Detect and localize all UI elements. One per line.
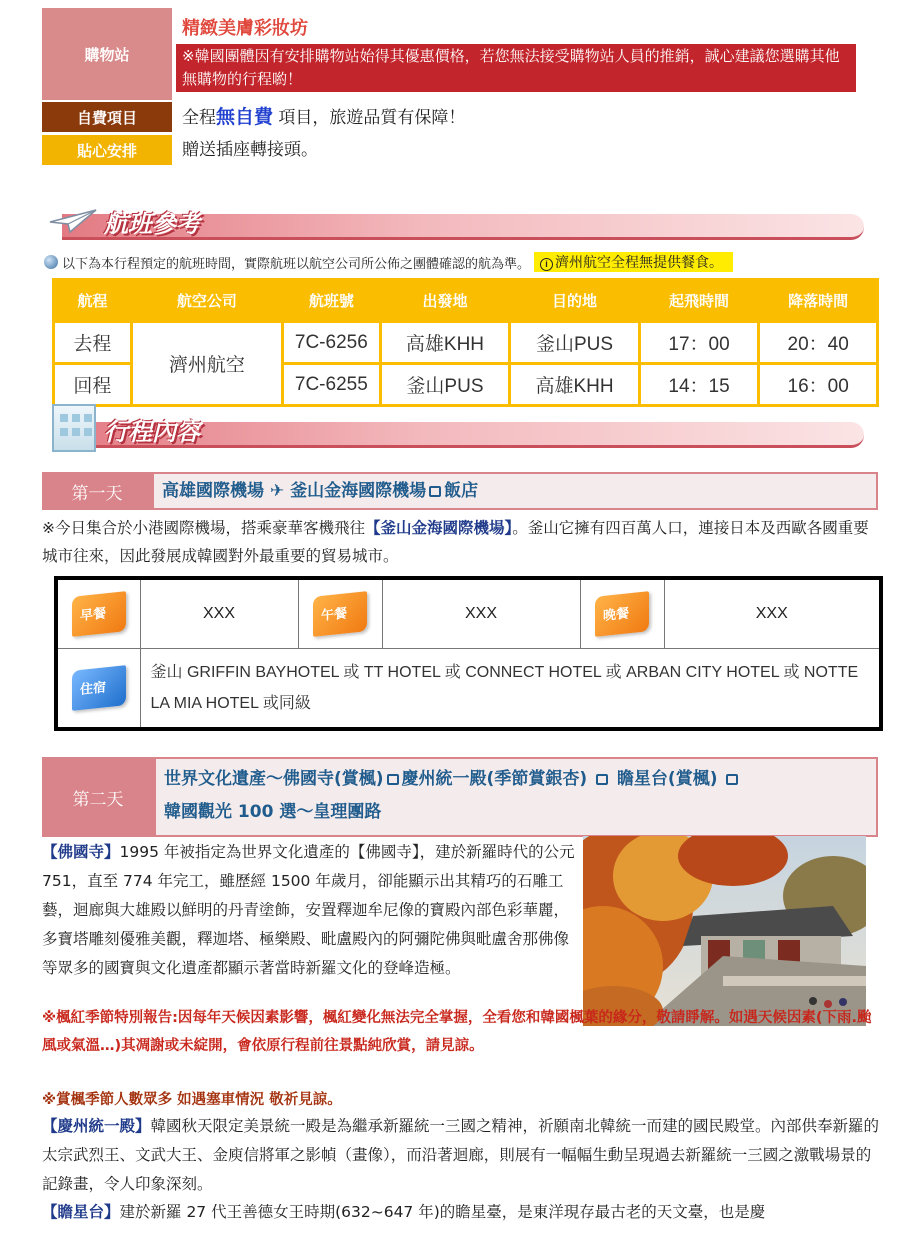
bulguksa-description: 【佛國寺】1995 年被指定為世界文化遺產的【佛國寺】，建於新羅時代的公元 751，直至 774 年完工，雖歷經 1500 年歲月，卻能顯示出其精巧的石雕工藝，迴廊與大雄殿以鮮明的丹青塗飾，安置釋迦牟尼像的寶殿內部色彩華麗，多寶塔雕刻優雅美觀，釋迦塔、極樂殿、毗盧殿內的阿彌陀佛與毗盧舍那佛像等眾多的國寶與文化遺產都顯示著當時新羅文化的登峰造極。 <box>42 843 575 977</box>
bulguksa-photo <box>583 836 866 1026</box>
hotel-value: 釜山 GRIFFIN BAYHOTEL 或 TT HOTEL 或 CONNECT HOTEL 或 ARBAN CITY HOTEL 或 NOTTE LA MIA HOTEL 或同級 <box>140 648 881 729</box>
care-row <box>42 133 862 165</box>
table-row: 回程 7C-6255 釜山PUS 高雄KHH 14：15 16：00 <box>54 364 878 406</box>
day2-tag: 第二天 <box>42 757 154 837</box>
crowd-notice: ※賞楓季節人數眾多 如遇塞車情況 敬祈見諒。 <box>42 1092 342 1108</box>
dinner-icon: 晚餐 <box>595 591 649 637</box>
bullet-icon <box>44 255 58 269</box>
info-icon: i <box>540 258 553 271</box>
bulguksa-keyword: 【佛國寺】 <box>42 843 120 861</box>
flight-table <box>52 278 879 407</box>
col-from: 出發地 <box>380 280 510 322</box>
care-label: 貼心安排 <box>42 135 172 165</box>
no-meal-notice: i 濟州航空全程無提供餐食。 <box>534 252 733 272</box>
optional-fee-text: 全程無自費 項目，旅遊品質有保障！ <box>182 106 466 128</box>
col-dep: 起飛時間 <box>639 280 759 322</box>
lunch-value: XXX <box>382 578 580 648</box>
dinner-value: XXX <box>664 578 881 648</box>
itinerary-section-title: 行程內容 <box>104 418 200 446</box>
bus-icon <box>387 774 399 785</box>
hotel-badge-cell <box>56 648 140 729</box>
shopping-row <box>42 8 862 100</box>
airline-cell: 濟州航空 <box>131 322 282 406</box>
table-row: 去程 濟州航空 7C-6256 高雄KHH 釜山PUS 17：00 20：40 <box>54 322 878 364</box>
col-flight: 航班號 <box>282 280 380 322</box>
shop-name: 精緻美膚彩妝坊 <box>182 18 308 39</box>
day1-description: ※今日集合於小港國際機場，搭乘豪華客機飛往【釜山金海國際機場】。釜山它擁有四百萬人口，連接日本及西歐各國重要城市往來，因此發展成韓國對外最重要的貿易城市。 <box>42 519 869 565</box>
lunch-icon: 午餐 <box>313 591 367 637</box>
day2-header <box>42 757 878 837</box>
breakfast-icon: 早餐 <box>72 591 126 637</box>
lunch-badge-cell <box>298 578 382 648</box>
plane-icon: ✈ <box>269 481 291 501</box>
maple-notice: ※楓紅季節特別報告:因每年天候因素影響，楓紅變化無法完全掌握，全看您和韓國楓葉的緣分，敬請睜解。如遇天候因素(下雨.颱風或氣溫…)其凋謝或未綻開，會依原行程前往景點純欣賞，請見諒。 <box>42 1010 872 1054</box>
no-fee-highlight: 無自費 <box>216 106 274 128</box>
day2-title: 世界文化遺產～佛國寺(賞楓) 慶州統一殿(季節賞銀杏) 瞻星台(賞楓) 韓國觀光 100 選～皇理團路 <box>154 757 878 837</box>
paper-plane-icon <box>48 208 98 234</box>
itinerary-section-banner <box>42 410 864 450</box>
bus-icon <box>596 774 608 785</box>
tour-info-table <box>42 8 862 165</box>
shopping-warning: ※韓國團體因有安排購物站始得其優惠價格，若您無法接受購物站人員的推銷，誠心建議您選購其他無購物的行程喲！ <box>176 44 856 92</box>
day1-tag: 第一天 <box>42 472 152 510</box>
col-arr: 降落時間 <box>759 280 878 322</box>
flight-section-title: 航班參考 <box>104 210 200 238</box>
optional-fee-label: 自費項目 <box>42 102 172 132</box>
cheomseongdae-description: 【瞻星台】建於新羅 27 代王善德女王時期(632~647 年)的瞻星臺，是東洋現存最古老的天文臺，也是慶 <box>42 1203 766 1221</box>
optional-fee-row <box>42 100 862 133</box>
col-airline: 航空公司 <box>131 280 282 322</box>
building-icon <box>52 404 96 452</box>
dinner-badge-cell <box>580 578 664 648</box>
day1-title: 高雄國際機場 ✈ 釜山金海國際機場 飯店 <box>152 472 878 510</box>
bus-icon <box>726 774 738 785</box>
flight-section-banner <box>42 202 864 242</box>
flight-note: 以下為本行程預定的航班時間，實際航班以航空公司所公佈之團體確認的航為準。 i 濟州航空全程無提供餐食。 <box>44 252 733 272</box>
bus-icon <box>429 486 441 497</box>
cheomseongdae-keyword: 【瞻星台】 <box>42 1203 120 1221</box>
breakfast-badge-cell <box>56 578 140 648</box>
meal-table <box>54 576 883 731</box>
breakfast-value: XXX <box>140 578 298 648</box>
care-text: 贈送插座轉接頭。 <box>182 140 318 160</box>
unification-hall-description: 【慶州統一殿】韓國秋天限定美景統一殿是為繼承新羅統一三國之精神，祈願南北韓統一而建的國民殿堂。內部供奉新羅的太宗武烈王、文武大王、金庾信將軍之影幀（畫像），而沿著迴廊，則展有一幅幅生動呈現過去新羅統一三國之激戰場景的記錄畫，令人印象深刻。 <box>42 1117 880 1193</box>
shopping-label: 購物站 <box>42 8 172 100</box>
hotel-icon: 住宿 <box>72 665 126 711</box>
col-leg: 航程 <box>54 280 132 322</box>
unification-hall-keyword: 【慶州統一殿】 <box>42 1117 151 1135</box>
col-to: 目的地 <box>510 280 640 322</box>
day1-header <box>42 472 878 510</box>
